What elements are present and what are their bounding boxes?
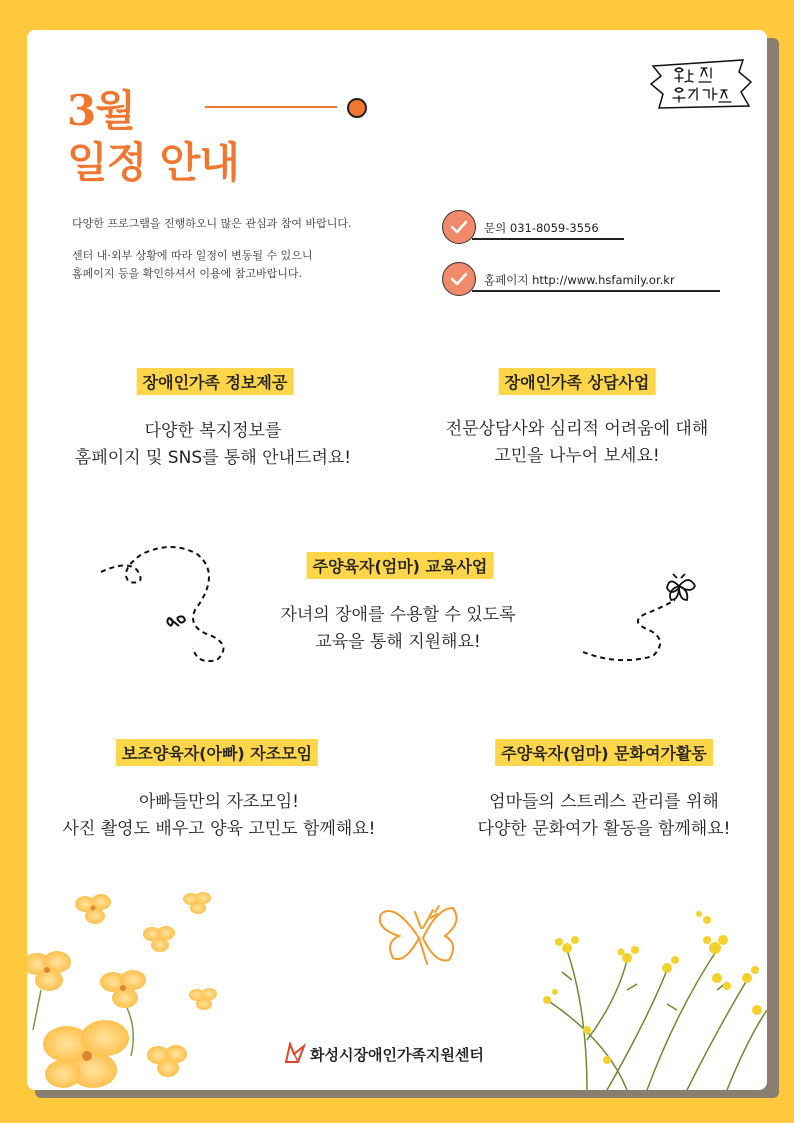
section-dad-group-body: [62, 789, 375, 843]
section-dad-group-line-1: 아빠들만의 자조모임!: [138, 792, 300, 812]
section-mom-culture-line-1: 엄마들의 스트레스 관리를 위해: [489, 792, 719, 812]
butterfly-trail-left: [97, 540, 247, 665]
notice-line-2: 센터 내·외부 상황에 따라 일정이 변동될 수 있으니: [72, 249, 313, 262]
title-line-1: 3월: [67, 86, 135, 135]
title-line-2: 일정 안내: [67, 138, 239, 187]
section-dad-group-title: 보조양육자(아빠) 자조모임: [116, 739, 318, 766]
org-name: 화성시장애인가족지원센터: [310, 1046, 484, 1064]
section-counseling-line-1: 전문상담사와 심리적 어려움에 대해: [445, 419, 709, 439]
org-logo-icon: [284, 1042, 306, 1064]
notice-line-1: 다양한 프로그램을 진행하오니 많은 관심과 참여 바랍니다.: [72, 217, 352, 230]
notice-line-3: 홈페이지 등을 확인하셔서 이용에 참고바랍니다.: [72, 267, 303, 280]
decorative-dot: [347, 98, 367, 118]
check-icon: [442, 262, 476, 296]
section-dad-group-line-2: 사진 촬영도 배우고 양육 고민도 함께해요!: [62, 819, 376, 839]
family-logo-badge: [645, 52, 757, 118]
section-mom-culture-title: 주양육자(엄마) 문화여가활동: [495, 739, 713, 766]
check-icon: [442, 210, 476, 244]
decorative-line: [205, 106, 337, 108]
page-title: [67, 85, 239, 189]
section-mom-edu-line-1: 자녀의 장애를 수용할 수 있도록: [280, 605, 516, 625]
section-info-line-1: 다양한 복지정보를: [144, 421, 282, 441]
contact-homepage: [442, 262, 722, 296]
section-mom-edu-line-2: 교육을 통해 지원해요!: [315, 632, 481, 652]
section-mom-culture-line-2: 다양한 문화여가 활동을 함께해요!: [477, 819, 731, 839]
section-counseling-line-2: 고민을 나누어 보세요!: [494, 446, 660, 466]
homepage-underline: [472, 290, 720, 292]
contact-phone: [442, 210, 722, 244]
section-info-line-2: 홈페이지 및 SNS를 통해 안내드려요!: [74, 448, 352, 468]
section-mom-edu-body: [280, 602, 515, 656]
phone-underline: [472, 238, 624, 240]
section-info-title: 장애인가족 정보제공: [137, 368, 294, 395]
section-counseling-title: 장애인가족 상담사업: [499, 368, 656, 395]
poster-card: [27, 30, 767, 1090]
section-mom-edu-title: 주양육자(엄마) 교육사업: [307, 552, 494, 579]
section-mom-culture-body: [478, 789, 731, 843]
section-counseling-body: [446, 416, 709, 470]
phone-text: 문의 031-8059-3556: [484, 221, 599, 235]
homepage-text: 홈페이지 http://www.hsfamily.or.kr: [484, 273, 675, 287]
butterfly-trail-right: [579, 570, 709, 670]
section-info-body: [75, 418, 351, 472]
